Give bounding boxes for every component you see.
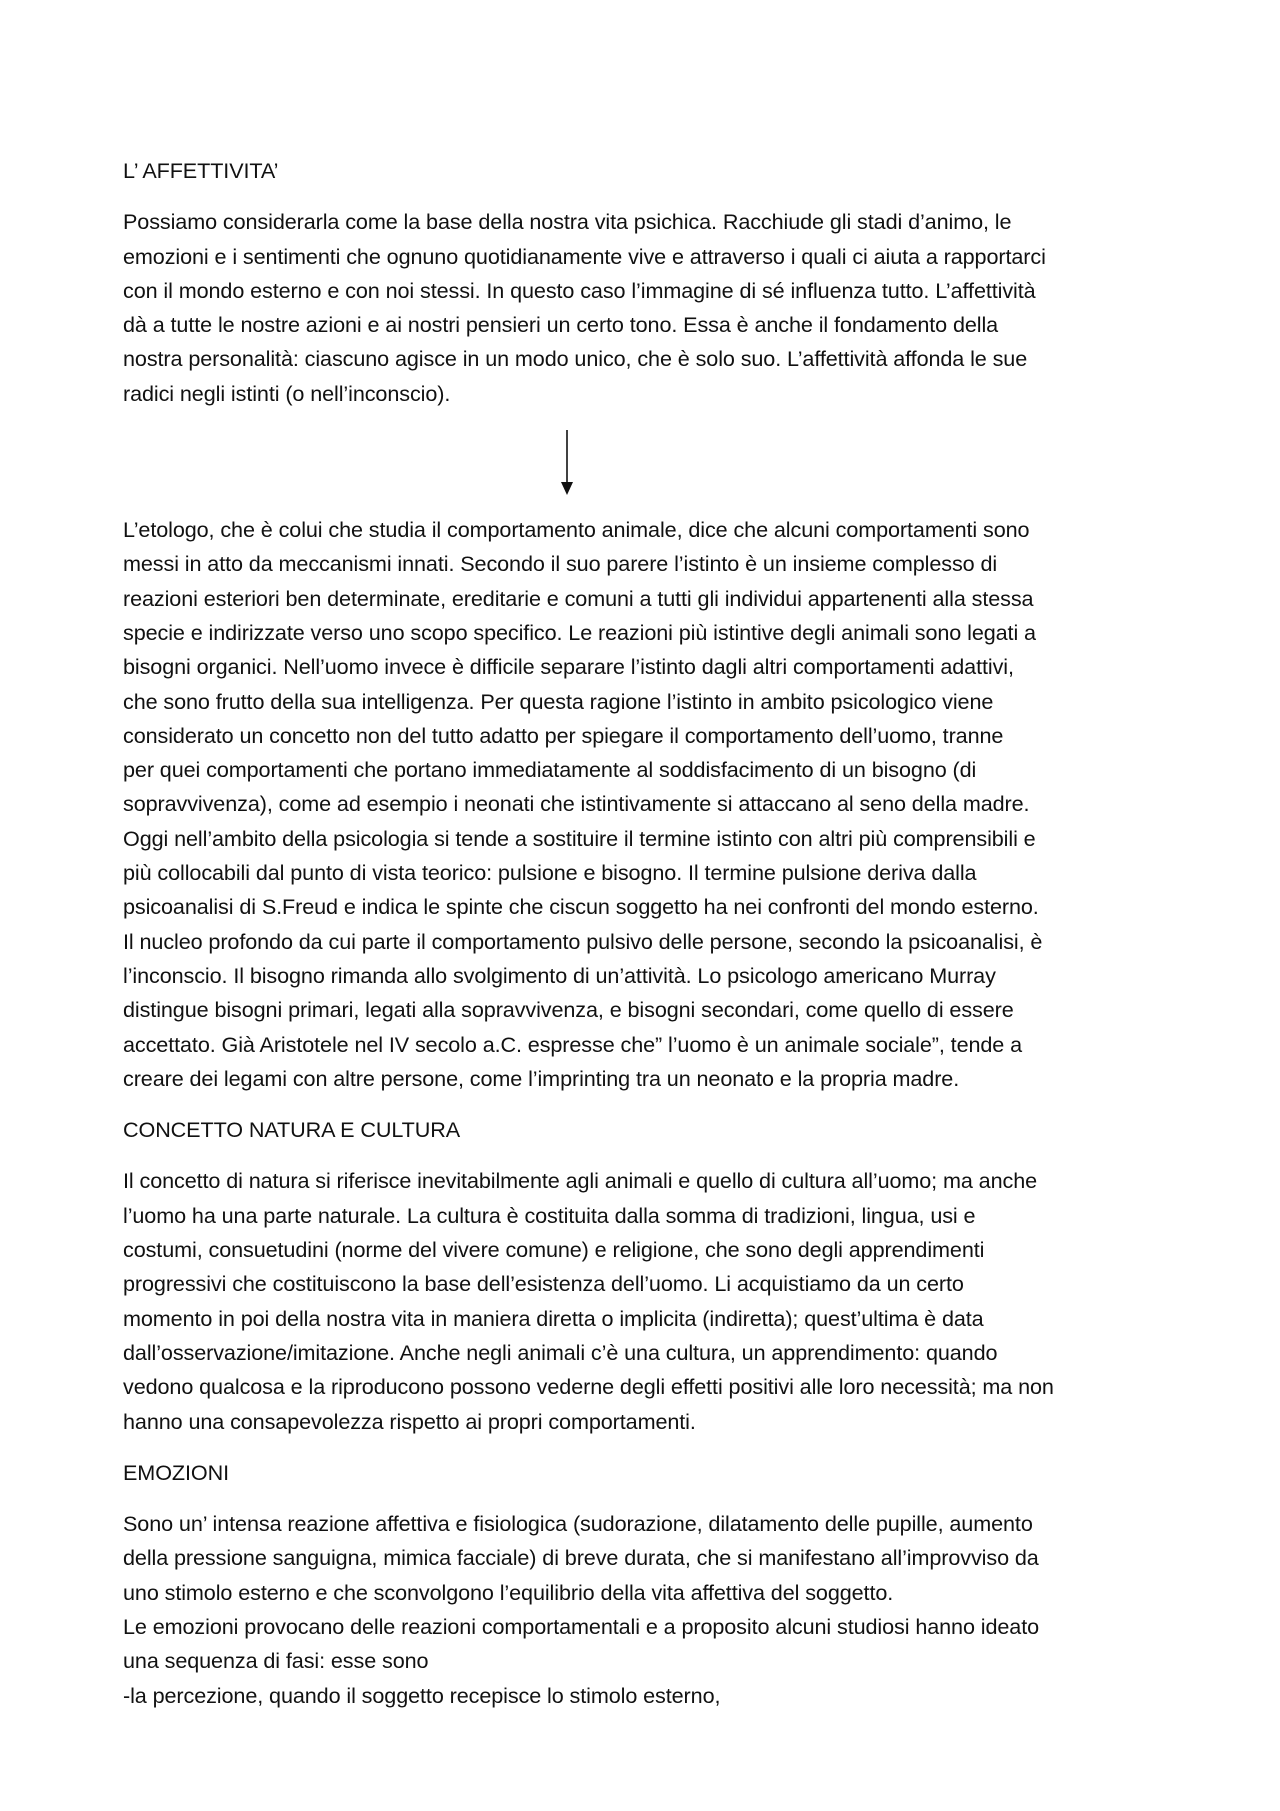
text-line: costumi, consuetudini (norme del vivere comune) e religione, che sono degli apprendimenti xyxy=(123,1237,985,1263)
text-line: radici negli istinti (o nell’inconscio). xyxy=(123,380,451,406)
paragraph-affettivita-intro xyxy=(123,205,1163,411)
text-line: distingue bisogni primari, legati alla sopravvivenza, e bisogni secondari, come quello di essere xyxy=(123,997,1014,1023)
text-line: progressivi che costituiscono la base dell’esistenza dell’uomo. Li acquistiamo da un certo xyxy=(123,1271,964,1297)
text-line: l’uomo ha una parte naturale. La cultura è costituita dalla somma di tradizioni, lingua, usi e xyxy=(123,1202,976,1228)
text-line: creare dei legami con altre persone, come l’imprinting tra un neonato e la propria madre. xyxy=(123,1065,960,1091)
text-line: bisogni organici. Nell’uomo invece è difficile separare l’istinto dagli altri comportamenti adattivi, xyxy=(123,654,1014,680)
text-line: specie e indirizzate verso uno scopo specifico. Le reazioni più istintive degli animali sono legati a xyxy=(123,619,1036,645)
text-line: dà a tutte le nostre azioni e ai nostri pensieri un certo tono. Essa è anche il fondamento della xyxy=(123,312,999,338)
text-line: -la percezione, quando il soggetto recepisce lo stimolo esterno, xyxy=(123,1682,721,1708)
text-line: più collocabili dal punto di vista teorico: pulsione e bisogno. Il termine pulsione deriva dalla xyxy=(123,860,977,886)
paragraph-natura-cultura xyxy=(123,1164,1163,1438)
down-arrow-icon xyxy=(560,428,574,496)
text-line: Le emozioni provocano delle reazioni comportamentali e a proposito alcuni studiosi hanno ideato xyxy=(123,1613,1040,1639)
text-line: nostra personalità: ciascuno agisce in un modo unico, che è solo suo. L’affettività affonda le sue xyxy=(123,346,1028,372)
text-line: della pressione sanguigna, mimica facciale) di breve durata, che si manifestano all’improvviso da xyxy=(123,1545,1039,1571)
heading-affettivita: L’ AFFETTIVITA’ xyxy=(123,158,279,183)
document-body xyxy=(123,154,1163,1730)
text-line: L’etologo, che è colui che studia il comportamento animale, dice che alcuni comportamenti sono xyxy=(123,517,1030,543)
arrow-container xyxy=(123,428,1163,496)
text-line: accettato. Già Aristotele nel IV secolo a.C. espresse che” l’uomo è un animale sociale”, tende a xyxy=(123,1031,1023,1057)
text-line: l’inconscio. Il bisogno rimanda allo svolgimento di un’attività. Lo psicologo americano Murray xyxy=(123,962,996,988)
text-line: Possiamo considerarla come la base della nostra vita psichica. Racchiude gli stadi d’animo, le xyxy=(123,209,1012,235)
text-line: psicoanalisi di S.Freud e indica le spinte che ciscun soggetto ha nei confronti del mondo esterno. xyxy=(123,894,1039,920)
text-line: sopravvivenza), come ad esempio i neonati che istintivamente si attaccano al seno della madre. xyxy=(123,791,1030,817)
text-line: considerato un concetto non del tutto adatto per spiegare il comportamento dell’uomo, tranne xyxy=(123,722,1004,748)
text-line: con il mondo esterno e con noi stessi. In questo caso l’immagine di sé influenza tutto. L’affettività xyxy=(123,277,1036,303)
text-line: per quei comportamenti che portano immediatamente al soddisfacimento di un bisogno (di xyxy=(123,757,977,783)
text-line: messi in atto da meccanismi innati. Secondo il suo parere l’istinto è un insieme complesso di xyxy=(123,551,998,577)
heading-natura-cultura: CONCETTO NATURA E CULTURA xyxy=(123,1117,461,1143)
text-line: Sono un’ intensa reazione affettiva e fisiologica (sudorazione, dilatamento delle pupille, aumento xyxy=(123,1511,1033,1537)
text-line: che sono frutto della sua intelligenza. Per questa ragione l’istinto in ambito psicologico viene xyxy=(123,688,994,714)
text-line: una sequenza di fasi: esse sono xyxy=(123,1648,429,1674)
paragraph-emozioni xyxy=(123,1507,1163,1713)
text-line: vedono qualcosa e la riproducono possono vederne degli effetti positivi alle loro necessità; ma non xyxy=(123,1374,1054,1400)
text-line: dall’osservazione/imitazione. Anche negli animali c’è una cultura, un apprendimento: quando xyxy=(123,1339,998,1365)
text-line: hanno una consapevolezza rispetto ai propri comportamenti. xyxy=(123,1408,696,1434)
text-line: Il nucleo profondo da cui parte il comportamento pulsivo delle persone, secondo la psicoanalisi, è xyxy=(123,928,1043,954)
text-line: momento in poi della nostra vita in maniera diretta o implicita (indiretta); quest’ultima è data xyxy=(123,1305,984,1331)
text-line: uno stimolo esterno e che sconvolgono l’equilibrio della vita affettiva del soggetto. xyxy=(123,1579,894,1605)
paragraph-istinto xyxy=(123,513,1163,1096)
text-line: Il concetto di natura si riferisce inevitabilmente agli animali e quello di cultura all’uomo; ma anche xyxy=(123,1168,1038,1194)
heading-emozioni: EMOZIONI xyxy=(123,1459,229,1485)
text-line: emozioni e i sentimenti che ognuno quotidianamente vive e attraverso i quali ci aiuta a rapportarci xyxy=(123,243,1046,269)
text-line: Oggi nell’ambito della psicologia si tende a sostituire il termine istinto con altri più comprensibili e xyxy=(123,825,1036,851)
text-line: reazioni esteriori ben determinate, ereditarie e comuni a tutti gli individui appartenenti alla stessa xyxy=(123,585,1034,611)
